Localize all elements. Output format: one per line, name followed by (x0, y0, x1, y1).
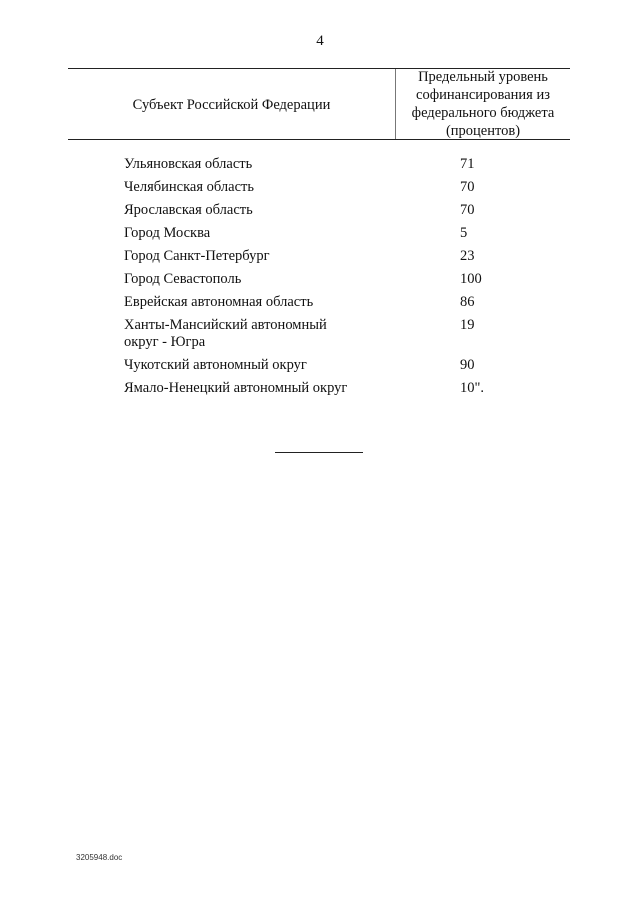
page-number: 4 (316, 33, 324, 49)
subject-name-line: Ханты-Мансийский автономный (124, 317, 327, 333)
table-row (124, 380, 524, 397)
document-id: 3205948.doc (76, 853, 123, 862)
cofinancing-value: 70 (460, 179, 475, 195)
table-row (124, 179, 524, 196)
cofinancing-value: 86 (460, 294, 475, 310)
cofinancing-value: 71 (460, 156, 475, 172)
cofinancing-value: 5 (460, 225, 468, 241)
cofinancing-value: 19 (460, 317, 475, 333)
subject-name (124, 317, 458, 351)
table-row (124, 271, 524, 288)
header-value-line: Предельный уровень (418, 69, 548, 85)
table-row (124, 357, 524, 374)
table-row (124, 156, 524, 173)
table-header (68, 69, 570, 139)
header-value (396, 68, 570, 140)
header-value-line: федерального бюджета (411, 105, 555, 121)
header-value-line: софинансирования из (416, 87, 550, 103)
table-row (124, 202, 524, 219)
header-subject: Субъект Российской Федерации (132, 96, 331, 113)
subject-name-line: округ - Югра (124, 334, 206, 350)
table-body (124, 156, 524, 403)
cofinancing-value: 100 (460, 271, 482, 287)
subject-name: Чукотский автономный округ (124, 357, 307, 373)
subject-name: Город Санкт-Петербург (124, 248, 270, 264)
table-row (124, 248, 524, 265)
subject-name: Город Севастополь (124, 271, 242, 287)
cofinancing-value: 10". (460, 380, 485, 396)
subject-name: Еврейская автономная область (124, 294, 314, 310)
table-row (124, 317, 524, 351)
cofinancing-value: 23 (460, 248, 475, 264)
subject-name: Ярославская область (124, 202, 253, 218)
table-row (124, 225, 524, 242)
end-of-document-rule (275, 452, 363, 453)
subject-name: Ульяновская область (124, 156, 253, 172)
header-value-line: (процентов) (445, 123, 521, 139)
subject-name: Город Москва (124, 225, 211, 241)
cofinancing-table (68, 68, 570, 140)
cofinancing-value: 70 (460, 202, 475, 218)
cofinancing-value: 90 (460, 357, 475, 373)
subject-name: Челябинская область (124, 179, 254, 195)
subject-name: Ямало-Ненецкий автономный округ (124, 380, 348, 396)
table-row (124, 294, 524, 311)
